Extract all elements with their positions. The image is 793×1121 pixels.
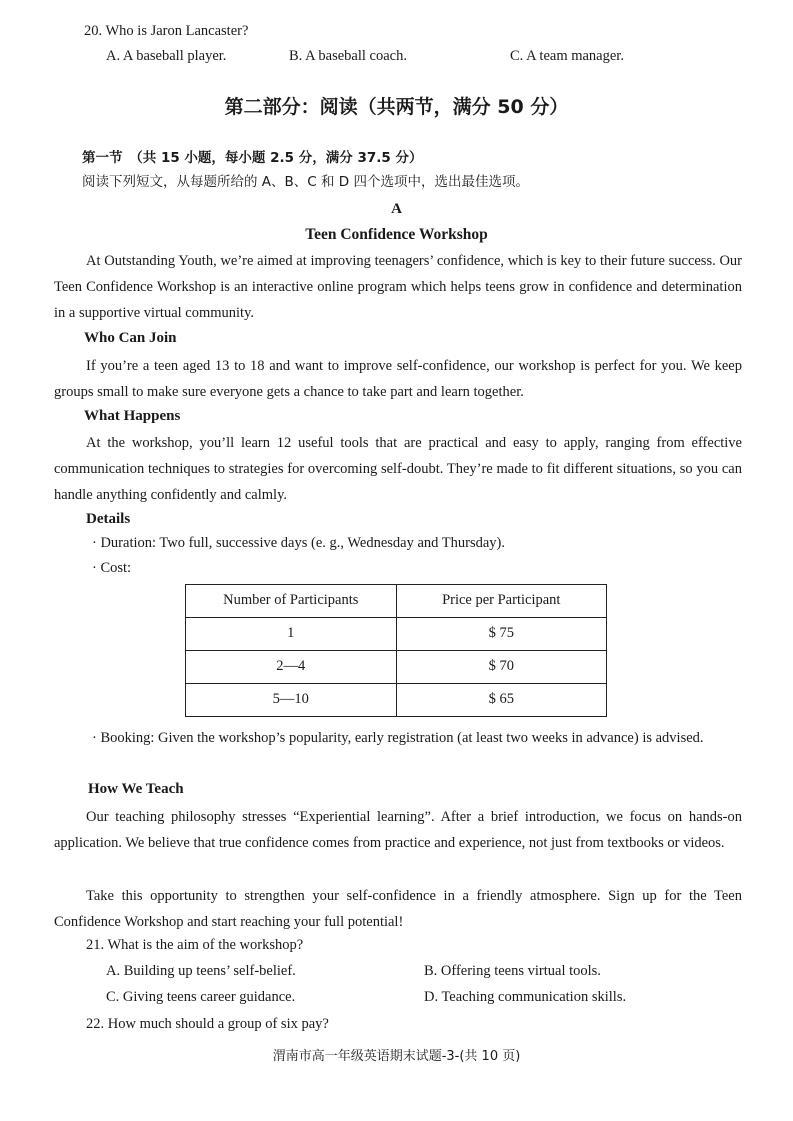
- question-21-stem: 21. What is the aim of the workshop?: [86, 937, 304, 953]
- cost-table-row: [186, 618, 607, 651]
- who-can-join-paragraph: [54, 354, 742, 406]
- page-footer: 渭南市高一年级英语期末试题-3-(共 10 页): [272, 1049, 521, 1064]
- question-21-option-a: A. Building up teens’ self-belief.: [106, 963, 296, 979]
- who-can-join-heading: Who Can Join: [84, 330, 177, 346]
- section-heading: [82, 150, 422, 166]
- cost-table-cell: $ 75: [396, 618, 607, 651]
- cost-label: · Cost:: [92, 560, 132, 576]
- what-happens-text: At the workshop, you’ll learn 12 useful tools that are practical and easy to apply, ranging from effective communication techniques to strategies for overcoming self-doubt. They’re made to fit different situations, so you can handle anything confidently and calmly.: [54, 435, 742, 503]
- question-20-option-b: B. A baseball coach.: [289, 48, 407, 64]
- instruction: 阅读下列短文，从每题所给的 A、B、C 和 D 四个选项中，选出最佳选项。: [82, 174, 529, 190]
- passage-title: Teen Confidence Workshop: [305, 226, 488, 243]
- cost-table-cell: 5—10: [186, 684, 397, 717]
- section-heading-text: 第一节 （共 15 小题，每小题 2.5 分，满分 37.5 分）: [82, 150, 423, 166]
- duration-item: · Duration: Two full, successive days (e. g., Wednesday and Thursday).: [92, 535, 505, 551]
- how-we-teach-heading: How We Teach: [88, 781, 184, 797]
- details-heading: Details: [86, 511, 131, 527]
- cost-table-row: [186, 684, 607, 717]
- what-happens-heading: What Happens: [84, 408, 181, 424]
- question-20-option-c: C. A team manager.: [510, 48, 624, 64]
- cost-table: [185, 584, 607, 717]
- booking-paragraph: [54, 726, 742, 752]
- closing-text: Take this opportunity to strengthen your self-confidence in a friendly atmosphere. Sign up for the Teen Confidence Workshop and start reaching your full potential!: [54, 888, 742, 930]
- closing-paragraph: [54, 884, 742, 936]
- cost-table-cell: $ 70: [396, 651, 607, 684]
- cost-table-row: [186, 651, 607, 684]
- cost-table-header-row: [186, 585, 607, 618]
- question-21-option-b: B. Offering teens virtual tools.: [424, 963, 601, 979]
- passage-letter: A: [391, 201, 402, 217]
- intro-text: At Outstanding Youth, we’re aimed at improving teenagers’ confidence, which is key to their future success. Our Teen Confidence Workshop is an interactive online program which helps teens grow in confidence and determination in a supportive virtual community.: [54, 253, 742, 321]
- who-can-join-text: If you’re a teen aged 13 to 18 and want to improve self-confidence, our workshop is perfect for you. We keep groups small to make sure everyone gets a chance to take part and learn together.: [54, 358, 742, 400]
- cost-table-header: Price per Participant: [396, 585, 607, 618]
- how-we-teach-paragraph: [54, 805, 742, 857]
- question-22-stem: 22. How much should a group of six pay?: [86, 1016, 329, 1032]
- booking-text: · Booking: Given the workshop’s popularity, early registration (at least two weeks in advance) is advised.: [92, 730, 704, 746]
- question-21-option-d: D. Teaching communication skills.: [424, 989, 627, 1005]
- part-heading: 第二部分：阅读（共两节，满分 50 分）: [224, 96, 569, 118]
- what-happens-paragraph: [54, 431, 742, 508]
- intro-paragraph: [54, 249, 742, 326]
- question-21-option-c: C. Giving teens career guidance.: [106, 989, 296, 1005]
- how-we-teach-text: Our teaching philosophy stresses “Experiential learning”. After a brief introduction, we focus on hands-on application. We believe that true confidence comes from practice and experience, not just from textbooks or videos.: [54, 809, 742, 851]
- cost-table-cell: $ 65: [396, 684, 607, 717]
- cost-table-cell: 2—4: [186, 651, 397, 684]
- question-20-stem: 20. Who is Jaron Lancaster?: [84, 23, 249, 39]
- cost-table-header: Number of Participants: [186, 585, 397, 618]
- cost-table-cell: 1: [186, 618, 397, 651]
- question-20-option-a: A. A baseball player.: [106, 48, 227, 64]
